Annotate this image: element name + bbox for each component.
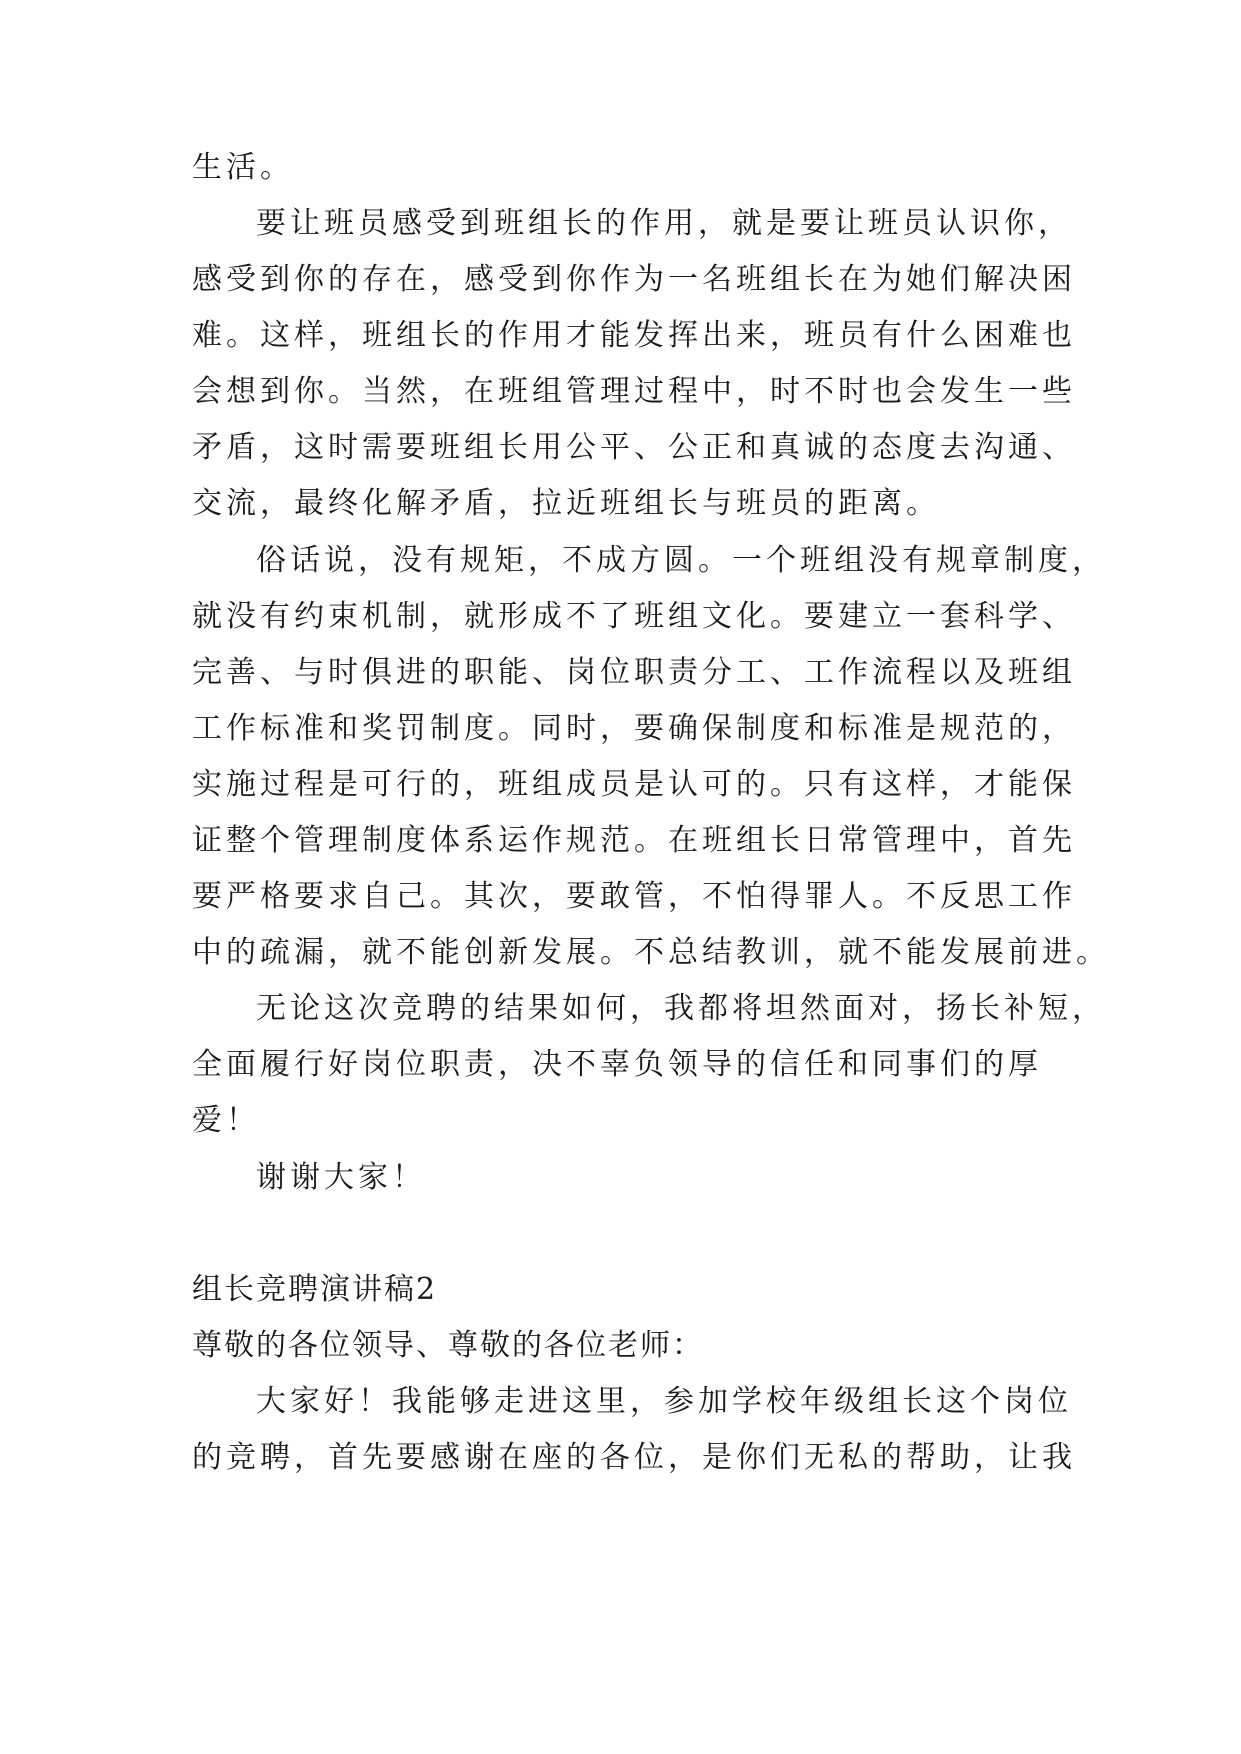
text-line: 工作标准和奖罚制度。同时，要确保制度和标准是规范的， [192,711,1076,746]
text-line: 中的疏漏，就不能创新发展。不总结教训，就不能发展前进。 [192,935,1110,970]
salutation: 尊敬的各位领导、尊敬的各位老师： [192,1328,704,1363]
text-line: 要让班员感受到班组长的作用，就是要让班员认识你， [256,206,1072,241]
text-line: 就没有约束机制，就形成不了班组文化。要建立一套科学、 [192,599,1076,634]
text-line: 矛盾，这时需要班组长用公平、公正和真诚的态度去沟通、 [192,430,1076,465]
text-line: 完善、与时俱进的职能、岗位职责分工、工作流程以及班组 [192,655,1076,690]
text-line: 生活。 [192,150,294,185]
text-line: 交流，最终化解矛盾，拉近班组长与班员的距离。 [192,486,940,521]
text-line: 感受到你的存在，感受到你作为一名班组长在为她们解决困 [192,262,1076,297]
text-line: 会想到你。当然，在班组管理过程中，时不时也会发生一些 [192,374,1076,409]
text-line: 俗话说，没有规矩，不成方圆。一个班组没有规章制度， [256,543,1106,578]
text-line: 实施过程是可行的，班组成员是认可的。只有这样，才能保 [192,767,1076,802]
text-line: 难。这样，班组长的作用才能发挥出来，班员有什么困难也 [192,318,1076,353]
text-line: 证整个管理制度体系运作规范。在班组长日常管理中，首先 [192,823,1076,858]
text-line: 大家好！我能够走进这里，参加学校年级组长这个岗位 [256,1384,1072,1419]
text-line: 无论这次竞聘的结果如何，我都将坦然面对，扬长补短， [256,991,1106,1026]
text-line: 谢谢大家！ [256,1160,426,1195]
text-line: 全面履行好岗位职责，决不辜负领导的信任和同事们的厚 [192,1047,1042,1082]
text-line: 爱！ [192,1103,260,1138]
section-title: 组长竞聘演讲稿2 [192,1272,438,1307]
text-line: 要严格要求自己。其次，要敢管，不怕得罪人。不反思工作 [192,879,1076,914]
text-line: 的竞聘，首先要感谢在座的各位，是你们无私的帮助，让我 [192,1440,1076,1475]
